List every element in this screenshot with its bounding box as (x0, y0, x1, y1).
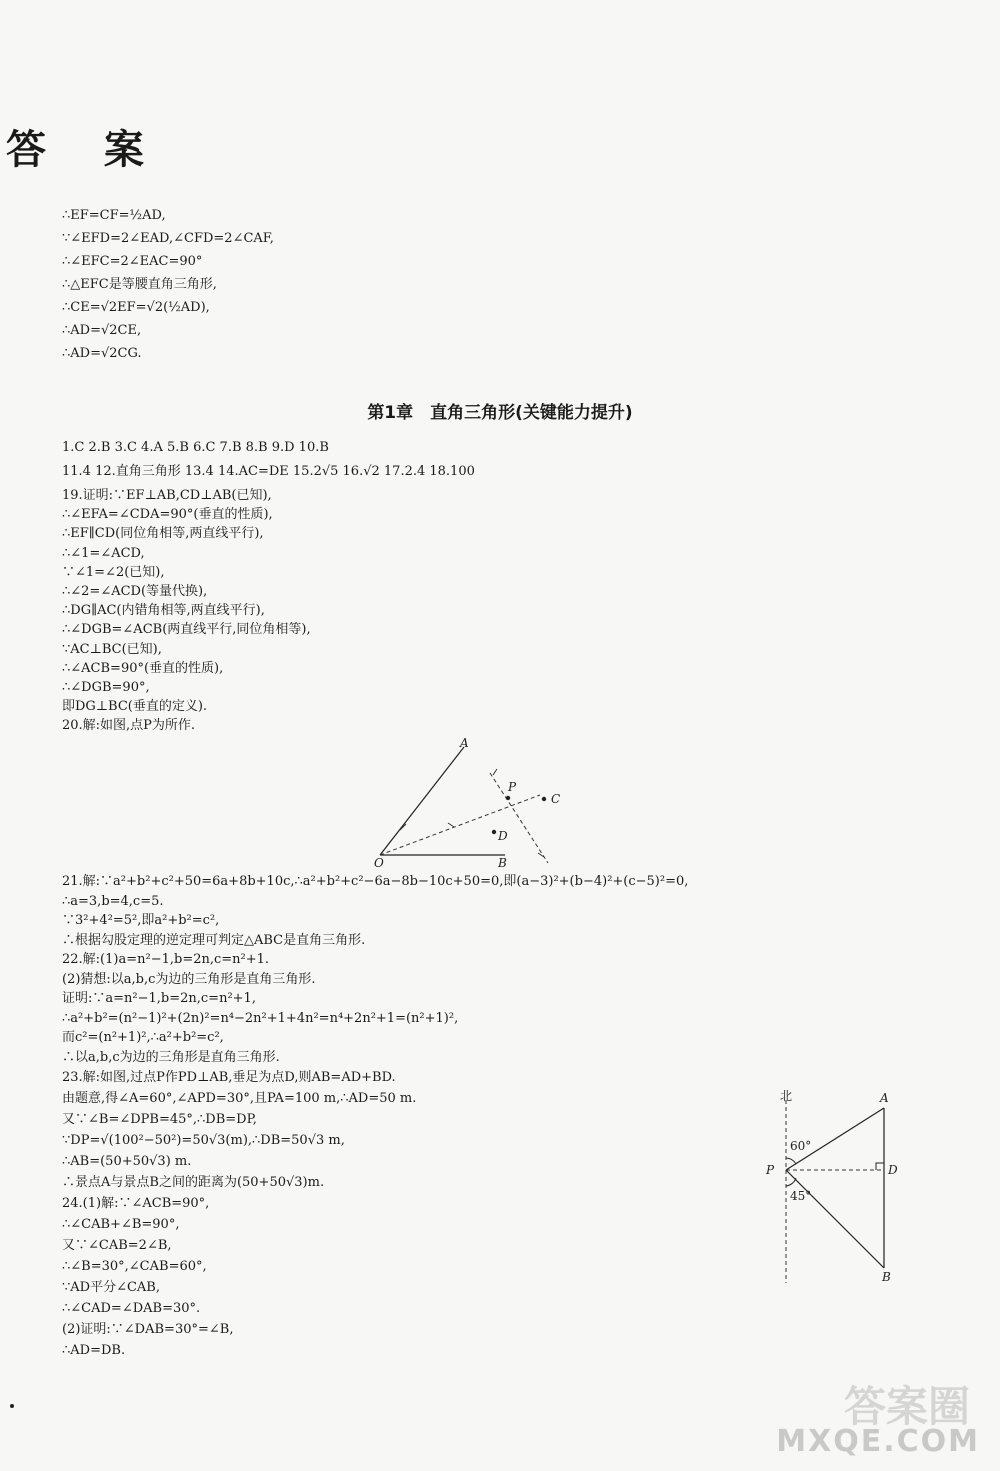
page-dot (10, 1404, 14, 1408)
segment-pb (786, 1170, 884, 1268)
text-line: ∴EF=CF=½AD, (62, 208, 166, 223)
answers-row-2: 11.4 12.直角三角形 13.4 14.AC=DE 15.2√5 16.√2 17.2.4 18.100 (62, 464, 475, 479)
text-line: ∴以a,b,c为边的三角形是直角三角形. (62, 1049, 280, 1065)
text-line: ∴根据勾股定理的逆定理可判定△ABC是直角三角形. (62, 932, 366, 948)
text-line: ∵AD平分∠CAB, (62, 1280, 160, 1295)
text-line: 19.证明:∵EF⊥AB,CD⊥AB(已知), (62, 488, 272, 503)
text-line: ∴∠EFA=∠CDA=90°(垂直的性质), (62, 507, 273, 523)
label-c: C (551, 792, 561, 806)
answers-block (62, 440, 962, 480)
text-line: ∵3²+4²=5²,即a²+b²=c², (62, 913, 220, 928)
label-a: A (880, 1091, 889, 1105)
right-angle-mark (876, 1163, 884, 1170)
label-b: B (498, 856, 507, 870)
text-line: (2)猜想:以a,b,c为边的三角形是直角三角形. (62, 971, 316, 987)
text-line: ∴a²+b²=(n²−1)²+(2n)²=n⁴−2n²+1+4n²=n⁴+2n²+1=(n²+1)², (62, 1010, 459, 1026)
page-title: 答 案 (6, 127, 166, 173)
text-line: ∴∠DGB=90°, (62, 680, 150, 695)
text-line: ∵∠1=∠2(已知), (62, 564, 165, 580)
angle-arc-60 (786, 1158, 796, 1164)
text-line: ∴∠EFC=2∠EAC=90° (62, 254, 203, 269)
text-line: ∴a=3,b=4,c=5. (62, 893, 164, 909)
text-line: 23.解:如图,过点P作PD⊥AB,垂足为点D,则AB=AD+BD. (62, 1070, 396, 1085)
text-line: ∴AD=√2CE, (62, 323, 142, 338)
text-line: 而c²=(n²+1)²,∴a²+b²=c², (62, 1030, 224, 1045)
label-a: A (460, 736, 469, 750)
text-line: 24.(1)解:∵∠ACB=90°, (62, 1196, 210, 1211)
text-line: 即DG⊥BC(垂直的定义). (62, 699, 208, 715)
text-line: ∴∠1=∠ACD, (62, 545, 145, 561)
text-line: ∴∠CAD=∠DAB=30°. (62, 1301, 201, 1316)
label-north: 北 (780, 1089, 793, 1103)
label-p: P (508, 780, 517, 794)
text-line: 证明:∵a=n²−1,b=2n,c=n²+1, (62, 991, 256, 1006)
text-line: ∴∠ACB=90°(垂直的性质), (62, 660, 224, 676)
text-line: 由题意,得∠A=60°,∠APD=30°,且PA=100 m,∴AD=50 m. (62, 1091, 417, 1106)
text-line: ∴EF∥CD(同位角相等,两直线平行), (62, 526, 264, 542)
arc-mark (400, 769, 544, 857)
label-o: O (374, 856, 384, 870)
label-d: D (888, 1163, 898, 1177)
text-line: ∴∠CAB+∠B=90°, (62, 1217, 180, 1232)
text-line: 22.解:(1)a=n²−1,b=2n,c=n²+1. (62, 952, 270, 967)
question-21-22-block (62, 874, 962, 1064)
text-line: ∵∠EFD=2∠EAD,∠CFD=2∠CAF, (62, 231, 274, 246)
chapter-heading: 第1章 直角三角形(关键能力提升) (367, 403, 633, 423)
perpendicular-bisector (490, 773, 548, 863)
proof-top-block (62, 208, 962, 378)
text-line: ∴CE=√2EF=√2(½AD), (62, 300, 210, 315)
watermark (776, 1374, 980, 1459)
watermark-logo: 答案圈 (843, 1382, 970, 1431)
label-45: 45° (790, 1189, 812, 1203)
text-line: ∴DG∥AC(内错角相等,两直线平行), (62, 603, 265, 619)
text-line: ∴∠DGB=∠ACB(两直线平行,同位角相等), (62, 622, 311, 638)
point-d (492, 830, 496, 834)
text-line: (2)证明:∵∠DAB=30°=∠B, (62, 1322, 234, 1337)
text-line: 21.解:∵a²+b²+c²+50=6a+8b+10c,∴a²+b²+c²−6a−8b−10c+50=0,即(a−3)²+(b−4)²+(c−5)²=0, (62, 874, 689, 889)
question-19-20-block (62, 488, 962, 738)
text-line: ∵AC⊥BC(已知), (62, 641, 162, 657)
text-line: ∴∠B=30°,∠CAB=60°, (62, 1259, 207, 1274)
label-d: D (498, 829, 508, 843)
text-line: ∴AD=DB. (62, 1343, 126, 1358)
text-line: 又∵∠B=∠DPB=45°,∴DB=DP, (62, 1112, 257, 1127)
text-line: 又∵∠CAB=2∠B, (62, 1238, 172, 1253)
text-line: ∴景点A与景点B之间的距离为(50+50√3)m. (62, 1175, 325, 1190)
label-60: 60° (790, 1139, 812, 1153)
figure-q23 (760, 1088, 910, 1288)
point-p (506, 796, 510, 800)
figure-q20 (360, 735, 590, 870)
text-line: 20.解:如图,点P为所作. (62, 718, 196, 734)
point-c (542, 797, 546, 801)
text-line: ∴AB=(50+50√3) m. (62, 1154, 192, 1169)
answers-row-1: 1.C 2.B 3.C 4.A 5.B 6.C 7.B 8.B 9.D 10.B (62, 440, 329, 455)
watermark-site: MXQE.COM (776, 1424, 980, 1459)
label-p: P (766, 1163, 775, 1177)
text-line: ∵DP=√(100²−50²)=50√3(m),∴DB=50√3 m, (62, 1133, 345, 1148)
text-line: ∴△EFC是等腰直角三角形, (62, 277, 217, 292)
label-b: B (882, 1270, 891, 1284)
text-line: ∴∠2=∠ACD(等量代换), (62, 584, 208, 599)
text-line: ∴AD=√2CG. (62, 346, 142, 361)
